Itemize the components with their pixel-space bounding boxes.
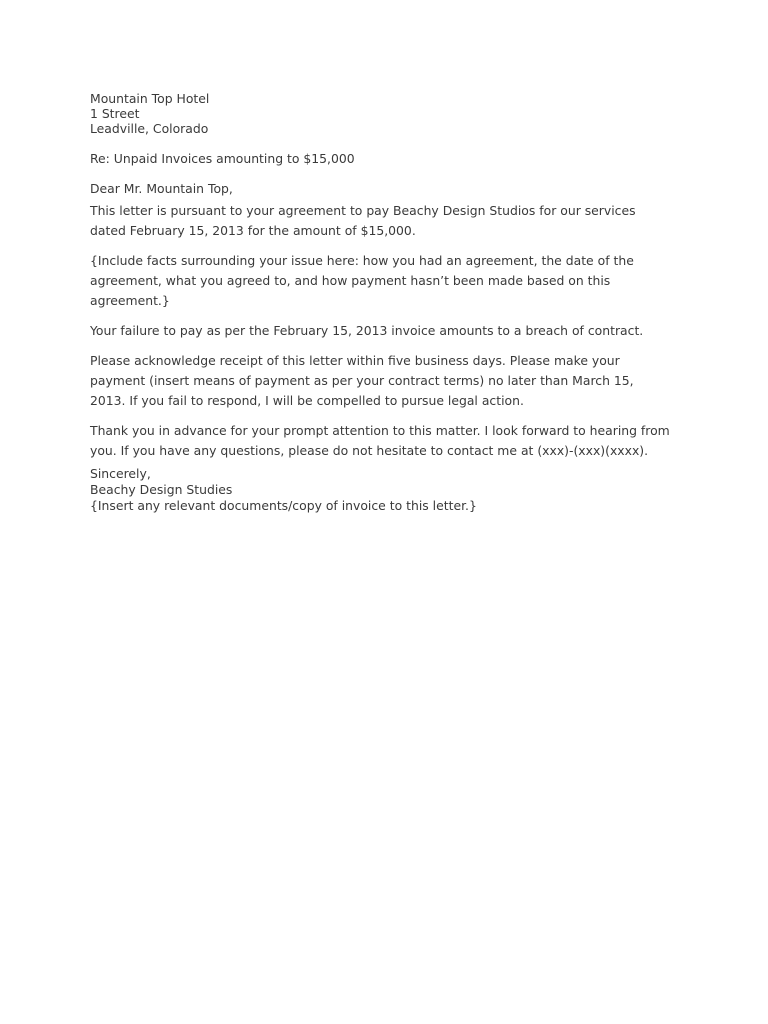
paragraph-agreement: [90, 201, 690, 241]
paragraph-line: {Include facts surrounding your issue here: how you had an agreement, the date of the: [90, 253, 634, 268]
paragraph-facts-placeholder: [90, 251, 690, 311]
paragraph-breach: [90, 321, 690, 341]
paragraph-line: payment (insert means of payment as per your contract terms) no later than March 15,: [90, 373, 634, 388]
paragraph-line: agreement.}: [90, 293, 170, 308]
recipient-name: Mountain Top Hotel: [90, 91, 210, 106]
subject-line: Re: Unpaid Invoices amounting to $15,000: [90, 151, 355, 166]
paragraph-line: 2013. If you fail to respond, I will be compelled to pursue legal action.: [90, 393, 524, 408]
paragraph-line: agreement, what you agreed to, and how payment hasn’t been made based on this: [90, 273, 611, 288]
recipient-address: [90, 91, 690, 136]
paragraph-line: you. If you have any questions, please do not hesitate to contact me at (xxx)-(xxx)(xxxx).: [90, 443, 649, 458]
letter-body: [90, 91, 690, 514]
paragraph-line: dated February 15, 2013 for the amount of $15,000.: [90, 223, 416, 238]
recipient-city-state: Leadville, Colorado: [90, 121, 209, 136]
recipient-street: 1 Street: [90, 106, 140, 121]
paragraph-line: This letter is pursuant to your agreement to pay Beachy Design Studios for our services: [90, 203, 636, 218]
paragraph-line: Please acknowledge receipt of this letter within five business days. Please make your: [90, 353, 620, 368]
signer-name: Beachy Design Studies: [90, 482, 233, 497]
enclosure-note: {Insert any relevant documents/copy of invoice to this letter.}: [90, 498, 477, 513]
salutation: Dear Mr. Mountain Top,: [90, 181, 233, 196]
valediction: Sincerely,: [90, 466, 151, 481]
paragraph-line: Thank you in advance for your prompt attention to this matter. I look forward to hearing from: [90, 423, 670, 438]
paragraph-acknowledge: [90, 351, 690, 411]
paragraph-line: Your failure to pay as per the February 15, 2013 invoice amounts to a breach of contract.: [90, 323, 644, 338]
closing-block: [90, 466, 690, 514]
paragraph-thanks: [90, 421, 690, 461]
